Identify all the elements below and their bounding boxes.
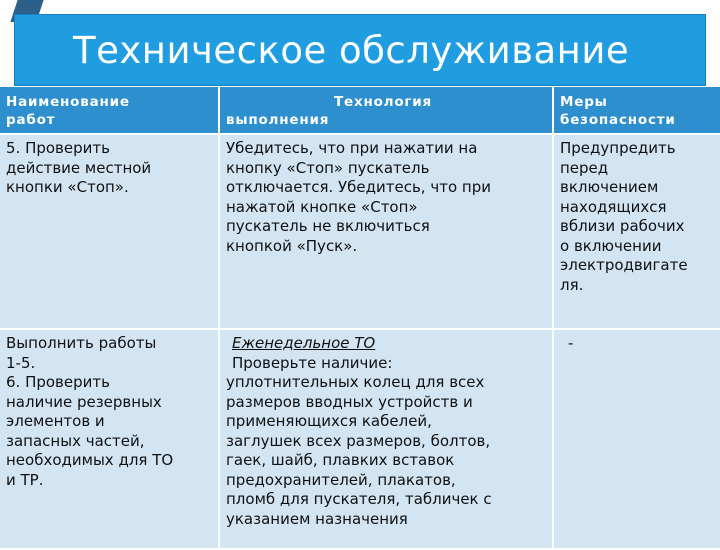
cell-line: 6. Проверить — [6, 373, 110, 391]
cell-line: заглушек всех размеров, болтов, — [226, 431, 491, 450]
cell-line: 5. Проверить — [6, 139, 110, 157]
heading-text: Еженедельное ТО — [232, 334, 376, 352]
cell-line: кнопки «Стоп». — [6, 178, 129, 196]
cell-line: ля. — [560, 275, 584, 294]
cell-work-name — [0, 329, 219, 549]
header-line: безопасности — [560, 112, 676, 128]
cell-line: элементов и — [6, 412, 105, 430]
cell-line: предохранителей, плакатов, — [226, 470, 456, 489]
cell-line: кнопкой «Пуск». — [226, 236, 358, 255]
cell-technology — [219, 329, 553, 549]
cell-line: наличие резервных — [6, 392, 162, 411]
header-work-name — [0, 87, 219, 134]
table-row — [0, 329, 720, 549]
cell-line: электродвигате — [560, 256, 688, 274]
cell-line: и ТР. — [6, 470, 44, 489]
header-technology — [219, 87, 553, 134]
header-line: Технология — [334, 94, 433, 110]
cell-line: Убедитесь, что при нажатии на — [226, 139, 478, 157]
cell-technology — [219, 134, 553, 329]
cell-line: Проверьте наличие: — [232, 353, 393, 372]
cell-line: отключается. Убедитесь, что при — [226, 178, 491, 196]
cell-work-name — [0, 134, 219, 329]
cell-line: Выполнить работы — [6, 334, 157, 352]
cell-line: о включении — [560, 236, 662, 255]
table-row — [0, 134, 720, 329]
cell-line: перед — [560, 158, 609, 177]
cell-safety — [553, 329, 720, 549]
cell-line: вблизи рабочих — [560, 217, 685, 235]
header-line: выполнения — [226, 112, 330, 128]
cell-line: запасных частей, — [6, 431, 145, 450]
cell-line: размеров вводных устройств и — [226, 392, 473, 411]
cell-line: пускатель не включиться — [226, 217, 430, 235]
header-line: Наименование — [6, 94, 130, 110]
cell-line: находящихся — [560, 197, 667, 216]
cell-line: применяющихся кабелей, — [226, 412, 432, 430]
cell-line: действие местной — [6, 158, 152, 177]
cell-line: нажатой кнопке «Стоп» — [226, 197, 418, 216]
title-banner — [14, 14, 706, 86]
cell-safety — [553, 134, 720, 329]
cell-line: - — [568, 334, 574, 352]
weekly-maintenance-heading — [226, 334, 546, 354]
header-line: работ — [6, 112, 56, 128]
cell-line: уплотнительных колец для всех — [226, 373, 485, 391]
cell-line: необходимых для ТО — [6, 451, 174, 469]
cell-line: включением — [560, 178, 659, 196]
slide-title: Техническое обслуживание — [73, 28, 630, 72]
cell-line: указанием назначения — [226, 509, 408, 528]
table-header-row — [0, 87, 720, 134]
header-line: Меры — [560, 94, 608, 110]
cell-line: гаек, шайб, плавких вставок — [226, 451, 455, 469]
cell-line: кнопку «Стоп» пускатель — [226, 158, 430, 177]
cell-line: Предупредить — [560, 139, 676, 157]
cell-line: 1-5. — [6, 353, 36, 372]
cell-line: пломб для пускателя, табличек с — [226, 490, 492, 508]
maintenance-table — [0, 87, 720, 550]
header-safety — [553, 87, 720, 134]
